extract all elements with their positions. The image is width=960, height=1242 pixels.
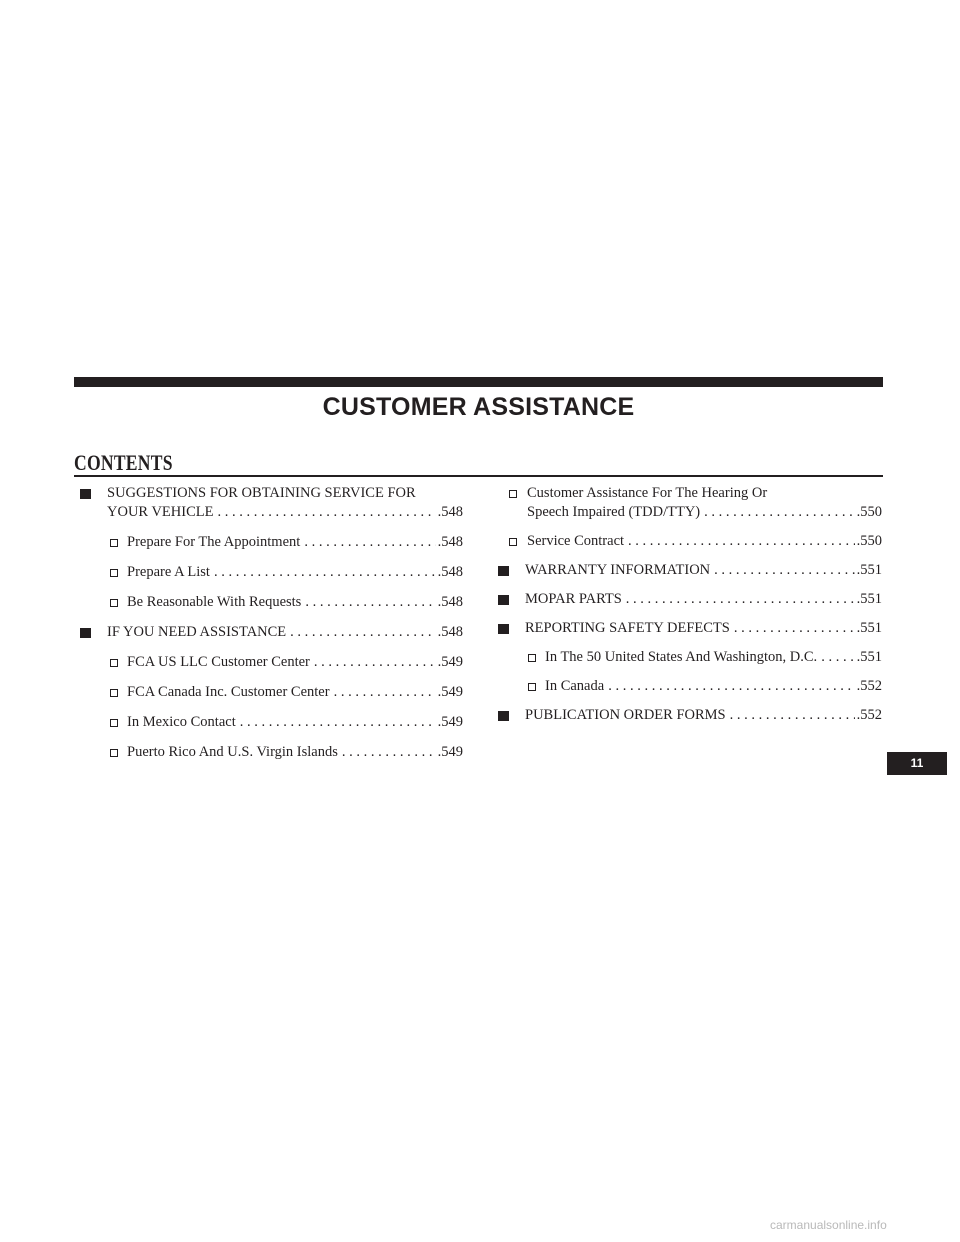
hollow-square-icon xyxy=(110,689,118,697)
toc-entry-title: Prepare For The Appointment xyxy=(127,534,301,550)
toc-page-number: .551 xyxy=(856,591,882,607)
toc-entry-title: YOUR VEHICLE xyxy=(107,504,214,520)
toc-entry-line xyxy=(107,503,463,522)
toc-page-number: .548 xyxy=(437,624,463,640)
toc-entry-line xyxy=(527,484,882,503)
toc-page-number: .548 xyxy=(437,534,463,550)
toc-entry-title: REPORTING SAFETY DEFECTS xyxy=(525,620,730,636)
toc-entry-line xyxy=(545,648,882,667)
toc-left-column xyxy=(80,484,463,762)
toc-entry-title: PUBLICATION ORDER FORMS xyxy=(525,707,726,723)
toc-entry-title: Customer Assistance For The Hearing Or xyxy=(527,485,768,501)
chapter-tab[interactable]: 11 xyxy=(887,752,947,775)
leader-dots xyxy=(286,623,435,642)
hollow-square-icon xyxy=(110,599,118,607)
leader-dots xyxy=(236,713,436,732)
toc-entry-line xyxy=(127,683,463,702)
toc-entry[interactable] xyxy=(80,713,463,732)
hollow-square-icon xyxy=(528,654,536,662)
chapter-title: CUSTOMER ASSISTANCE xyxy=(322,393,635,421)
toc-entry[interactable] xyxy=(498,648,882,667)
toc-entry[interactable] xyxy=(80,563,463,582)
toc-entry-line xyxy=(527,503,882,522)
toc-entry-line xyxy=(127,653,463,672)
leader-dots xyxy=(310,653,436,672)
toc-entry[interactable] xyxy=(80,623,463,642)
leader-dots xyxy=(730,619,855,638)
toc-page-number: .549 xyxy=(437,714,463,730)
toc-page-number: .552 xyxy=(856,707,882,723)
leader-dots xyxy=(622,590,855,609)
chapter-top-rule xyxy=(74,377,883,387)
toc-entry[interactable] xyxy=(80,484,463,522)
hollow-square-icon xyxy=(110,749,118,757)
toc-page-number: .550 xyxy=(856,504,882,520)
toc-entry[interactable] xyxy=(498,619,882,638)
toc-page-number: .552 xyxy=(856,678,882,694)
leader-dots xyxy=(300,533,435,552)
toc-entry-line xyxy=(545,677,882,696)
filled-square-icon xyxy=(80,489,91,499)
filled-square-icon xyxy=(80,628,91,638)
toc-entry-title: FCA Canada Inc. Customer Center xyxy=(127,684,330,700)
toc-entry-line xyxy=(127,743,463,762)
toc-entry-title: Puerto Rico And U.S. Virgin Islands xyxy=(127,744,338,760)
toc-entry-line xyxy=(127,713,463,732)
toc-entry-title: MOPAR PARTS xyxy=(525,591,622,607)
hollow-square-icon xyxy=(509,490,517,498)
toc-entry[interactable] xyxy=(80,653,463,672)
leader-dots xyxy=(301,593,435,612)
filled-square-icon xyxy=(498,566,509,576)
toc-entry[interactable] xyxy=(80,533,463,552)
toc-page-number: .550 xyxy=(856,533,882,549)
toc-entry-line xyxy=(525,590,882,609)
toc-entry-line xyxy=(127,563,463,582)
hollow-square-icon xyxy=(110,659,118,667)
toc-entry-title: IF YOU NEED ASSISTANCE xyxy=(107,624,287,640)
toc-entry-line xyxy=(107,623,463,642)
toc-entry[interactable] xyxy=(498,484,882,522)
hollow-square-icon xyxy=(110,569,118,577)
toc-page-number: .551 xyxy=(856,620,882,636)
toc-entry[interactable] xyxy=(498,677,882,696)
toc-entry[interactable] xyxy=(80,743,463,762)
hollow-square-icon xyxy=(509,538,517,546)
hollow-square-icon xyxy=(110,539,118,547)
toc-page-number: .551 xyxy=(856,562,882,578)
leader-dots xyxy=(330,683,436,702)
toc-right-column xyxy=(498,484,882,725)
toc-entry[interactable] xyxy=(498,532,882,551)
toc-page-number: .549 xyxy=(437,684,463,700)
toc-entry-line xyxy=(525,706,882,725)
hollow-square-icon xyxy=(528,683,536,691)
toc-entry-title: WARRANTY INFORMATION xyxy=(525,562,711,578)
leader-dots xyxy=(338,743,436,762)
leader-dots xyxy=(726,706,855,725)
filled-square-icon xyxy=(498,624,509,634)
filled-square-icon xyxy=(498,711,509,721)
toc-entry-line xyxy=(525,619,882,638)
leader-dots xyxy=(213,503,435,522)
contents-rule xyxy=(74,475,883,477)
toc-entry[interactable] xyxy=(498,590,882,609)
toc-entry[interactable] xyxy=(498,561,882,580)
toc-entry-line xyxy=(107,484,463,503)
toc-entry-title: Be Reasonable With Requests xyxy=(127,594,302,610)
leader-dots xyxy=(817,648,854,667)
toc-entry-title: Service Contract xyxy=(527,533,625,549)
toc-entry[interactable] xyxy=(80,593,463,612)
toc-entry-line xyxy=(525,561,882,580)
toc-page-number: .549 xyxy=(437,744,463,760)
toc-entry-line xyxy=(127,533,463,552)
toc-entry-title: FCA US LLC Customer Center xyxy=(127,654,310,670)
toc-page-number: .548 xyxy=(437,594,463,610)
toc-entry-title: In Mexico Contact xyxy=(127,714,236,730)
leader-dots xyxy=(700,503,854,522)
hollow-square-icon xyxy=(110,719,118,727)
contents-heading: CONTENTS xyxy=(74,450,173,475)
toc-entry-title: In Canada xyxy=(545,678,605,694)
leader-dots xyxy=(210,563,436,582)
toc-page-number: .551 xyxy=(856,649,882,665)
toc-entry[interactable] xyxy=(80,683,463,702)
filled-square-icon xyxy=(498,595,509,605)
toc-entry-title: Prepare A List xyxy=(127,564,210,580)
toc-entry-line xyxy=(527,532,882,551)
leader-dots xyxy=(710,561,854,580)
leader-dots xyxy=(604,677,854,696)
toc-page-number: .548 xyxy=(437,504,463,520)
toc-page-number: .548 xyxy=(437,564,463,580)
watermark: carmanualsonline.info xyxy=(770,1218,887,1232)
toc-entry-title: SUGGESTIONS FOR OBTAINING SERVICE FOR xyxy=(107,485,416,501)
toc-entry-title: In The 50 United States And Washington, D.C. xyxy=(545,649,818,665)
toc-page-number: .549 xyxy=(437,654,463,670)
leader-dots xyxy=(624,532,855,551)
toc-entry[interactable] xyxy=(498,706,882,725)
toc-entry-line xyxy=(127,593,463,612)
toc-entry-title: Speech Impaired (TDD/TTY) xyxy=(527,504,701,520)
